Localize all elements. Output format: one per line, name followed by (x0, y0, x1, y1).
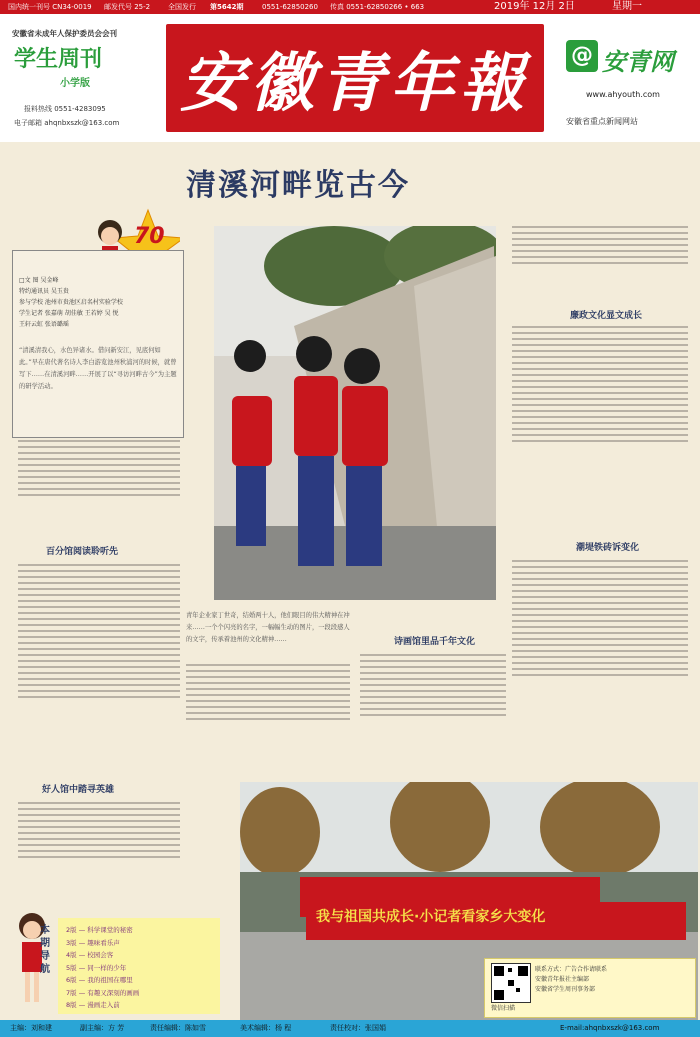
left-column-text-1 (18, 436, 180, 546)
issue-number: 第5642期 (210, 3, 244, 11)
qr-caption: 微信扫描 (491, 1005, 516, 1012)
main-photo (214, 226, 496, 600)
subhead-1: 百分馆阅读聆听先 (46, 547, 119, 557)
banner-line-1: 我与祖国共成长 (316, 909, 414, 925)
supplement-title: 学生周刊 (14, 47, 103, 72)
brand-name: 安青网 (602, 48, 674, 76)
index-box (58, 918, 220, 1014)
footer-deputy: 副主编：方 芳 (80, 1024, 125, 1032)
index-item[interactable]: 5版 — 同一样的少年 (66, 963, 127, 972)
left-column-text-2 (18, 560, 180, 770)
qr-code-icon[interactable] (491, 963, 531, 1003)
top-info-bar (0, 0, 700, 14)
photo-illustration (214, 226, 496, 600)
credit-line: 参与学校 池州市贵池区启名村实验学校 (19, 299, 123, 306)
contact-lines (535, 965, 607, 995)
contact-line: 安徽省学生周刊事务部 (535, 986, 596, 993)
credit-line: 王轩云虹 张语璐瑶 (19, 321, 69, 328)
contact-email: 电子邮箱 ahqnbxszk@163.com (14, 119, 120, 127)
index-item[interactable]: 8版 — 漫画走入前 (66, 1001, 120, 1009)
footer-proof: 责任校对：张国娟 (330, 1024, 386, 1032)
footer-editor: 责任编辑：陈如雪 (150, 1024, 206, 1032)
subhead-4: 廉政文化显文成长 (570, 311, 643, 321)
supplement-sub: 小学版 (60, 78, 90, 89)
credit-line: 学生记者 张嘉萌 胡佳敏 王若婷 吴 悦 (19, 310, 119, 317)
supplement-note: 安徽省未成年人保护委员会会刊 (12, 29, 117, 38)
mid-column-lines (186, 660, 350, 770)
mid-column-text: 青年企业家丁世奇，结婚两十人，他们眼目的伟大精神在冲来……一个个闪亮的名字，一幅幅生动的图片，一段段感人的文字，传承着池州的文化精神…… (186, 612, 350, 643)
credits-list (19, 275, 179, 330)
left-column-text-3 (18, 798, 180, 898)
contact-phone: 报料热线 0551-4283095 (24, 105, 106, 113)
footer-email[interactable]: E-mail:ahqnbxszk@163.com (560, 1024, 660, 1032)
contact-line: 联系方式：广告合作请联系 (535, 966, 608, 973)
index-item[interactable]: 6版 — 我的祖国在哪里 (66, 976, 133, 984)
brand-badge-icon: @ (566, 40, 598, 72)
subhead-2: 好人馆中踏寻英雄 (42, 785, 115, 795)
subhead-3: 诗画馆里品千年文化 (394, 637, 476, 647)
banner-text (316, 906, 545, 926)
masthead-title: 安徽青年報 (180, 46, 530, 121)
article-title: 清溪河畔览古今 (186, 168, 410, 203)
footer-chief-editor: 主编：刘和建 (10, 1024, 52, 1032)
credits-box (12, 250, 184, 438)
date-bar (482, 0, 700, 14)
index-label: 本期导航 (40, 925, 50, 975)
index-item[interactable]: 3版 — 趣味看乐声 (66, 938, 120, 947)
right-column-text-2 (512, 322, 688, 532)
right-column-text-1 (512, 222, 688, 302)
phone-2: 传真 0551-62850266 • 663 (330, 3, 425, 11)
banner-line-2: 小记者看家乡大变化 (419, 909, 546, 925)
index-list (66, 924, 139, 1012)
contact-box (484, 958, 696, 1018)
badge-number: 70 (134, 224, 165, 249)
credit-line: □文 图 吴金峰 (19, 277, 59, 284)
distribution: 全国发行 (168, 3, 196, 11)
mid-right-column-lines (360, 650, 506, 770)
cn-number: 国内统一刊号 CN34-0019 (8, 3, 92, 11)
contact-line: 安徽青年报社主编部 (535, 976, 590, 983)
right-column-text-3 (512, 556, 688, 776)
index-item[interactable]: 7版 — 有趣又深刻的画画 (66, 988, 140, 997)
index-item[interactable]: 4版 — 校园会客 (66, 951, 114, 959)
banner-dot: · (414, 909, 420, 925)
intro-text: “清溪清我心，水色异诸水。借问新安江，见底何如此。”早在唐代著名诗人李白游览池州秋浦河的时候，就曾写下……在清溪河畔……开展了以“寻访河畔古今”为主题的研学活动。 (19, 347, 177, 390)
weekday: 星期一 (612, 1, 642, 12)
date: 2019年 12月 2日 (494, 1, 575, 12)
website-note: 安徽省重点新闻网站 (566, 117, 638, 126)
postal-code: 邮发代号 25-2 (104, 3, 151, 11)
index-item[interactable]: 2版 — 科学课堂的秘密 (66, 926, 133, 934)
subhead-5: 潮堤铁砖诉变化 (576, 543, 640, 553)
phone-1: 0551-62850260 (262, 3, 318, 11)
credit-line: 特约通讯员 吴玉贵 (19, 288, 69, 295)
footer-art: 美术编辑：杨 程 (240, 1024, 292, 1032)
footer-bar (0, 1020, 700, 1037)
website-url[interactable]: www.ahyouth.com (586, 90, 660, 99)
